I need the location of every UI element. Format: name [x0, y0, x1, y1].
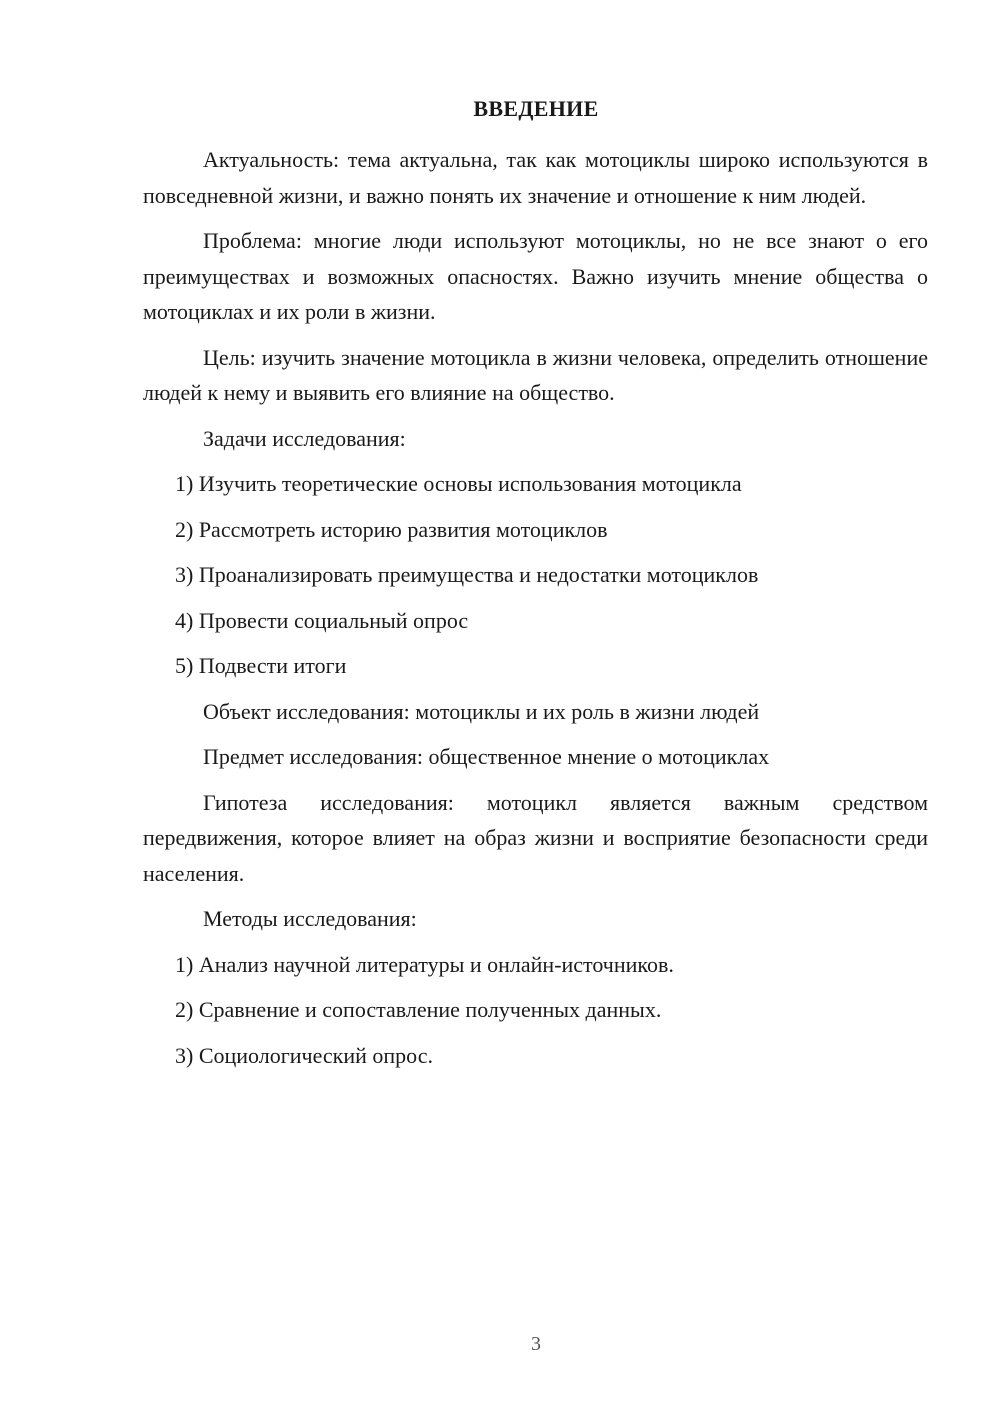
list-item: 2) Рассмотреть историю развития мотоциклов [175, 516, 608, 542]
document-body [143, 142, 928, 1083]
paragraph-problem: Проблема: многие люди используют мотоциклы, но не все знают о его преимуществах и возможных опасностях. Важно изучить мнение общества о мотоциклах и их роли в жизни. [143, 228, 928, 324]
methods-heading: Методы исследования: [203, 906, 417, 931]
page-number: 3 [531, 1333, 541, 1355]
list-item: 1) Изучить теоретические основы использования мотоцикла [175, 471, 742, 496]
tasks-heading: Задачи исследования: [203, 425, 406, 451]
paragraph-goal: Цель: изучить значение мотоцикла в жизни человека, определить отношение людей к нему и выявить его влияние на общество. [143, 344, 928, 405]
research-hypothesis: Гипотеза исследования: мотоцикл является важным средством передвижения, которое влияет на образ жизни и восприятие безопасности среди населения. [143, 789, 928, 886]
list-item: 3) Проанализировать преимущества и недостатки мотоциклов [175, 562, 759, 587]
research-object: Объект исследования: мотоциклы и их роль в жизни людей [203, 698, 760, 724]
list-item: 5) Подвести итоги [175, 653, 347, 678]
methods-list [143, 947, 928, 1074]
paragraph-relevance: Актуальность: тема актуальна, так как мотоциклы широко используются в повседневной жизни, и важно понять их значение и отношение к ним людей. [143, 147, 928, 208]
list-item: 2) Сравнение и сопоставление полученных данных. [175, 997, 662, 1022]
tasks-list [143, 466, 928, 684]
list-item: 1) Анализ научной литературы и онлайн-источников. [175, 951, 674, 977]
list-item: 4) Провести социальный опрос [175, 607, 469, 633]
page-title: ВВЕДЕНИЕ [473, 96, 599, 121]
research-subject: Предмет исследования: общественное мнение о мотоциклах [203, 744, 770, 769]
list-item: 3) Социологический опрос. [175, 1042, 433, 1068]
